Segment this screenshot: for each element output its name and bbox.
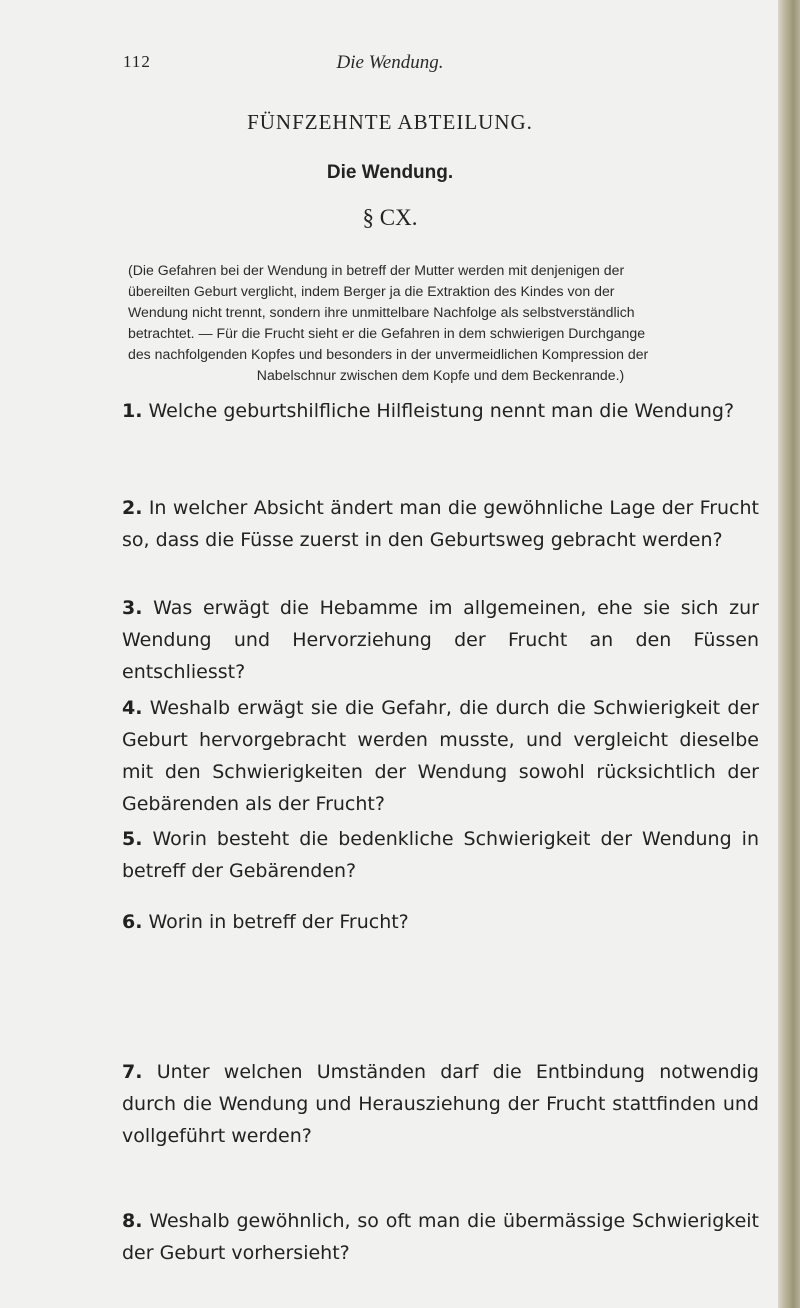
question-6 [122,906,759,938]
chapter-title: Die Wendung. [326,162,454,183]
question-2 [122,492,759,556]
running-title: Die Wendung. [336,52,444,73]
question-number: 2. [122,497,143,519]
question-1 [122,395,759,427]
intro-note-line: (Die Gefahren bei der Wendung in betreff der Mutter werden mit denjenigen der [128,262,625,278]
question-text: In welcher Absicht ändert man die gewöhnliche Lage der Frucht so, dass die Füsse zuerst in den Geburtsweg gebracht werden? [122,497,759,551]
question-number: 6. [122,911,143,933]
intro-note-line: betrachtet. — Für die Frucht sieht er die Gefahren in dem schwierigen Durchgange [128,325,646,341]
intro-note-line: Nabelschnur zwischen dem Kopfe und dem Beckenrande.) [256,367,625,383]
running-head [0,52,780,82]
intro-note-line: übereilten Geburt verglicht, indem Berger ja die Extraktion des Kindes von der [128,283,615,299]
question-text: Was erwägt die Hebamme im allgemeinen, ehe sie sich zur Wendung und Hervorziehung der Frucht an den Füssen entschliesst? [122,597,759,683]
question-number: 7. [122,1061,143,1083]
intro-note-line: des nachfolgenden Kopfes und besonders in der unvermeidlichen Kompression der [128,346,649,362]
question-text: Worin besteht die bedenkliche Schwierigkeit der Wendung in betreff der Gebärenden? [122,828,759,882]
question-text: Weshalb gewöhnlich, so oft man die übermässige Schwierigkeit der Geburt vorhersieht? [122,1210,759,1264]
section-heading: FÜNFZEHNTE ABTEILUNG. [247,110,533,134]
question-7 [122,1056,759,1152]
paragraph-mark: § CX. [362,205,418,230]
question-number: 5. [122,828,143,850]
question-number: 4. [122,697,143,719]
question-number: 8. [122,1210,143,1232]
question-text: Unter welchen Umständen darf die Entbindung notwendig durch die Wendung und Herausziehung der Frucht stattfinden und vollgeführt werden? [122,1061,759,1147]
page-edge [778,0,800,1308]
intro-note-line: Wendung nicht trennt, sondern ihre unmittelbare Nachfolge als selbstverständlich [128,304,635,320]
question-text: Weshalb erwägt sie die Gefahr, die durch die Schwierigkeit der Geburt hervorgebracht werden musste, und vergleicht dieselbe mit den Schwierigkeiten der Wendung sowohl rücksichtlich der Gebärenden als der Frucht? [122,697,759,815]
question-text: Welche geburtshilfliche Hilfleistung nennt man die Wendung? [148,400,735,422]
question-text: Worin in betreff der Frucht? [148,911,409,933]
question-number: 3. [122,597,143,619]
intro-note [128,260,753,386]
question-8 [122,1205,759,1269]
question-3 [122,592,759,688]
question-4 [122,692,759,820]
question-number: 1. [122,400,143,422]
page-number: 112 [123,52,151,71]
question-5 [122,823,759,887]
